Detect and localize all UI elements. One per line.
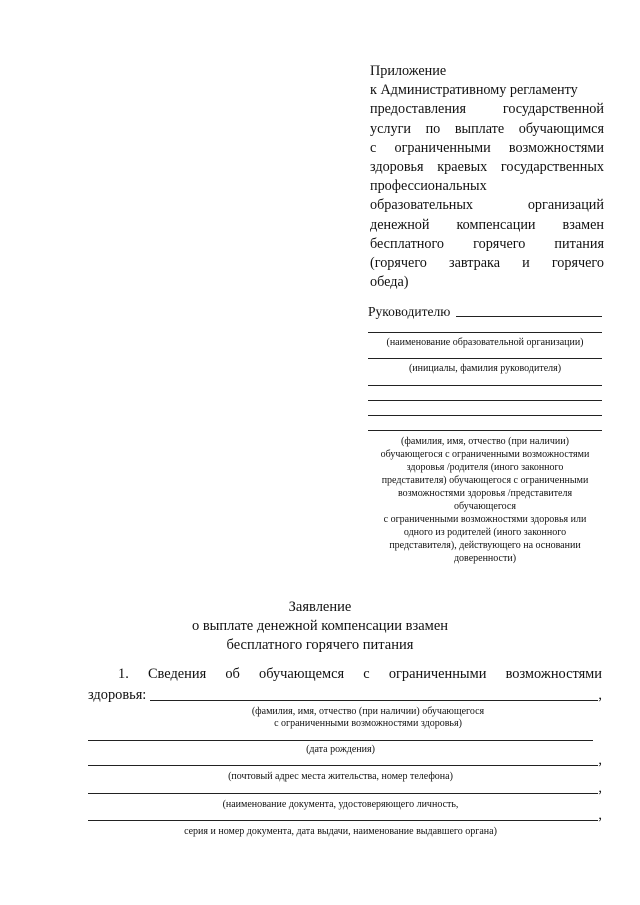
head-name-field[interactable] bbox=[456, 316, 602, 317]
appendix-block bbox=[370, 62, 604, 292]
applicant-caption-line: обучающегося с ограниченными возможностями bbox=[380, 449, 590, 460]
applicant-caption-line: представителя), действующего на основании bbox=[389, 540, 581, 551]
section-1-number: 1. bbox=[118, 666, 129, 682]
applicant-field-4[interactable] bbox=[368, 430, 602, 431]
appendix-line: (горячего завтрака и горячего bbox=[370, 255, 604, 272]
comma: , bbox=[598, 807, 602, 823]
appendix-line: услуги по выплате обучающимся bbox=[370, 120, 604, 137]
comma: , bbox=[598, 687, 602, 703]
identity-doc-field[interactable] bbox=[88, 793, 598, 794]
doc-caption-2: серия и номер документа, дата выдачи, наименование выдавшего органа) bbox=[184, 826, 497, 837]
addressee-block bbox=[368, 302, 602, 565]
address-caption: (почтовый адрес места жительства, номер телефона) bbox=[228, 771, 453, 782]
applicant-field-2[interactable] bbox=[368, 400, 602, 401]
org-caption: (наименование образовательной организации) bbox=[386, 337, 584, 348]
applicant-caption-line: одного из родителей (иного законного bbox=[403, 527, 567, 538]
address-field[interactable] bbox=[88, 765, 598, 766]
comma: , bbox=[598, 752, 602, 768]
org-name-field[interactable] bbox=[368, 332, 602, 333]
appendix-line: здоровья краевых государственных bbox=[370, 159, 604, 176]
appendix-line: бесплатного горячего питания bbox=[370, 235, 604, 252]
section-1-heading bbox=[88, 666, 602, 683]
applicant-caption-line: с ограниченными возможностями здоровья или bbox=[383, 514, 587, 525]
student-fio-field[interactable] bbox=[150, 700, 598, 701]
applicant-caption bbox=[368, 435, 602, 565]
appendix-line: обеда) bbox=[370, 274, 409, 291]
appendix-line: с ограниченными возможностями bbox=[370, 139, 604, 156]
fio-caption-2: с ограниченными возможностями здоровья) bbox=[274, 718, 462, 729]
statement-title-line: бесплатного горячего питания bbox=[226, 637, 414, 653]
section-1-heading-text: Сведения об обучающемся с ограниченными возможностями bbox=[147, 666, 602, 682]
applicant-caption-line: здоровья /родителя (иного законного bbox=[406, 462, 564, 473]
section-1-label: здоровья: bbox=[88, 687, 147, 703]
statement-title bbox=[0, 598, 640, 655]
addressee-label: Руководителю bbox=[368, 304, 451, 319]
head-caption: (инициалы, фамилия руководителя) bbox=[408, 363, 562, 374]
statement-title-line: Заявление bbox=[288, 599, 352, 615]
applicant-caption-line: доверенности) bbox=[453, 553, 517, 564]
doc-details-field[interactable] bbox=[88, 820, 598, 821]
appendix-line: к Административному регламенту bbox=[370, 82, 578, 99]
doc-caption: (наименование документа, удостоверяющего личность, bbox=[222, 799, 459, 810]
applicant-field-3[interactable] bbox=[368, 415, 602, 416]
applicant-caption-line: обучающегося bbox=[454, 501, 516, 512]
appendix-line: образовательных организаций bbox=[370, 197, 604, 214]
birth-date-field[interactable] bbox=[88, 740, 593, 741]
appendix-line: профессиональных bbox=[370, 178, 487, 195]
applicant-caption-line: (фамилия, имя, отчество (при наличии) bbox=[401, 436, 569, 447]
statement-title-line: о выплате денежной компенсации взамен bbox=[191, 618, 449, 634]
appendix-line: Приложение bbox=[370, 63, 447, 79]
appendix-line: предоставления государственной bbox=[370, 101, 604, 118]
applicant-caption-line: возможностями здоровья /представителя bbox=[397, 488, 573, 499]
appendix-line: денежной компенсации взамен bbox=[370, 216, 604, 233]
comma: , bbox=[598, 780, 602, 796]
birth-caption: (дата рождения) bbox=[306, 744, 375, 755]
applicant-caption-line: представителя) обучающегося с ограниченными bbox=[381, 475, 589, 486]
fio-caption-1: (фамилия, имя, отчество (при наличии) обучающегося bbox=[251, 706, 485, 717]
applicant-field-1[interactable] bbox=[368, 385, 602, 386]
head-initials-field[interactable] bbox=[368, 358, 602, 359]
